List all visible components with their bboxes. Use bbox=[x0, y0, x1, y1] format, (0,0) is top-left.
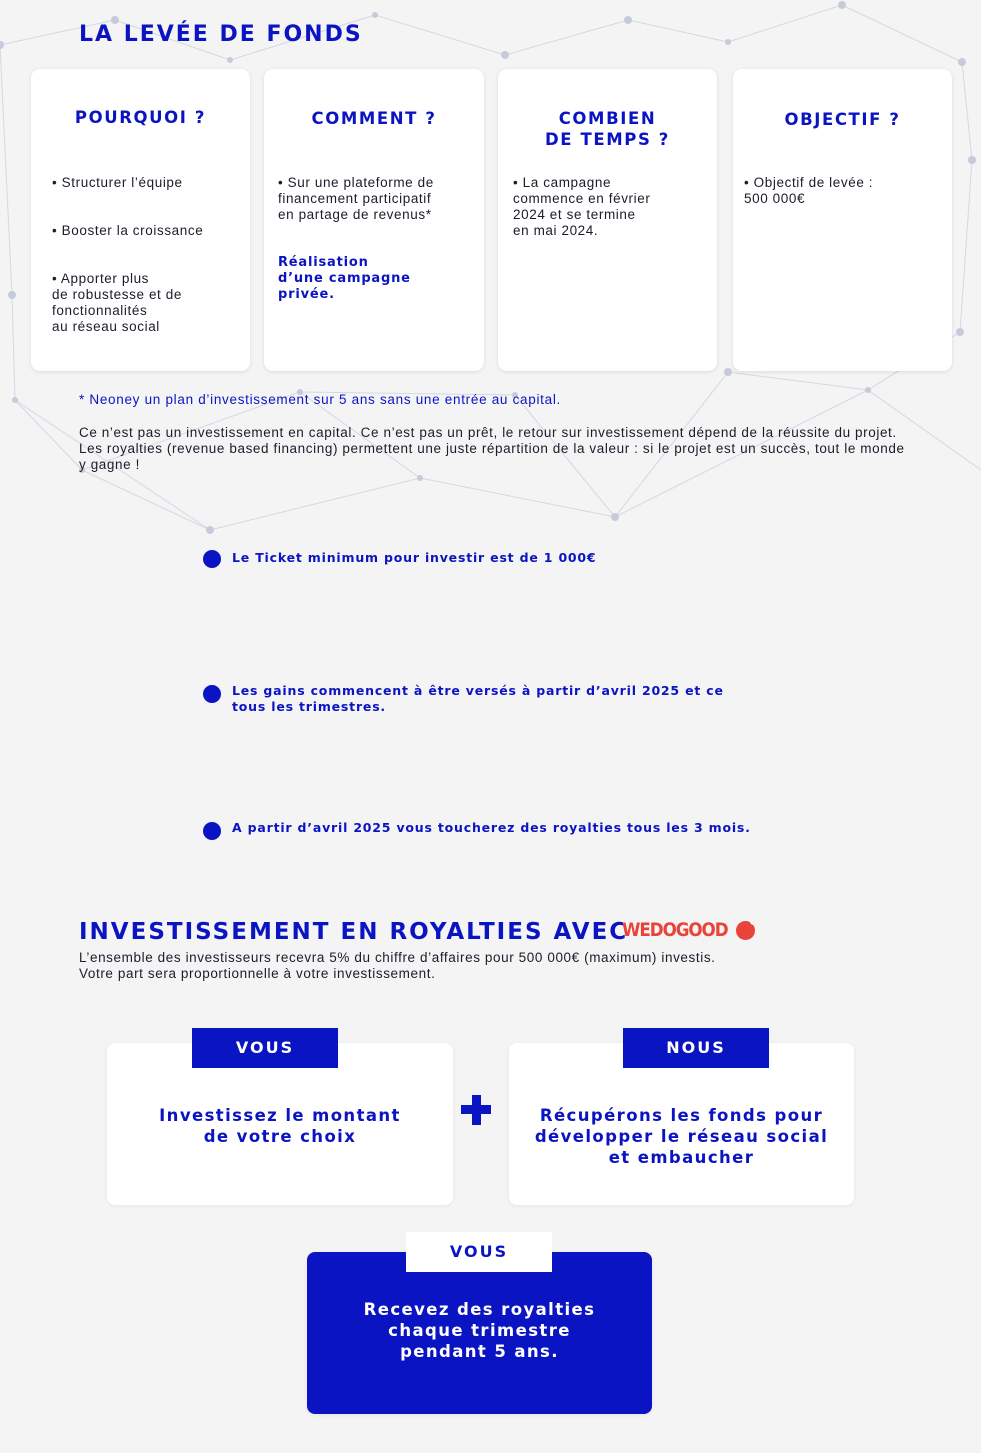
card-item: • Sur une plateforme de financement participatif en partage de revenus* bbox=[278, 175, 434, 222]
logo-icon bbox=[736, 921, 755, 940]
box-text: Investissez le montant de votre choix bbox=[159, 1106, 401, 1146]
box-text: Récupérons les fonds pour développer le réseau social et embaucher bbox=[534, 1106, 829, 1167]
card-title: COMBIEN DE TEMPS ? bbox=[545, 109, 670, 149]
plus-icon bbox=[461, 1092, 497, 1128]
card-body bbox=[278, 159, 482, 319]
card-title: POURQUOI ? bbox=[74, 108, 207, 127]
section-description bbox=[79, 950, 716, 982]
section-title: INVESTISSEMENT EN ROYALTIES AVEC bbox=[79, 919, 629, 945]
footnote: * Neoney un plan d’investissement sur 5 ans sans une entrée au capital. bbox=[79, 392, 561, 407]
box-text: Recevez des royalties chaque trimestre pendant 5 ans. bbox=[363, 1300, 596, 1361]
bullet-dot-icon bbox=[203, 822, 221, 840]
wedogood-logo bbox=[622, 916, 755, 944]
description-line: Votre part sera proportionnelle à votre investissement. bbox=[79, 966, 436, 981]
bullet-ticket-minimum: Le Ticket minimum pour investir est de 1 000€ bbox=[232, 550, 597, 565]
card-body bbox=[513, 159, 713, 271]
description-line: L’ensemble des investisseurs recevra 5% du chiffre d’affaires pour 500 000€ (maximum) investis. bbox=[79, 950, 716, 965]
card-pourquoi bbox=[31, 69, 250, 371]
explanation-paragraph: Ce n’est pas un investissement en capital. Ce n’est pas un prêt, le retour sur investissement dépend de la réussite du projet. Les royalties (revenue based financing) permettent une juste répartition de la valeur : si le projet est un succès, tout le monde y gagne ! bbox=[79, 425, 905, 472]
card-item: • Structurer l’équipe bbox=[52, 175, 183, 190]
card-item: • La campagne commence en février 2024 et se termine en mai 2024. bbox=[513, 175, 651, 238]
box-vous-royalties bbox=[307, 1252, 652, 1414]
bullet-dot-icon bbox=[203, 685, 221, 703]
card-comment bbox=[264, 69, 484, 371]
bullet-gains: Les gains commencent à être versés à partir d’avril 2025 et ce tous les trimestres. bbox=[232, 683, 724, 714]
logo-text: WEDOGOOD bbox=[622, 919, 728, 941]
card-item: • Apporter plus de robustesse et de fonctionnalités au réseau social bbox=[52, 271, 182, 334]
card-item: • Booster la croissance bbox=[52, 223, 204, 238]
tag-vous: VOUS bbox=[192, 1028, 338, 1068]
bullet-dot-icon bbox=[203, 550, 221, 568]
card-title: COMMENT ? bbox=[311, 109, 437, 128]
card-title: OBJECTIF ? bbox=[784, 110, 901, 129]
page-title: LA LEVÉE DE FONDS bbox=[79, 22, 363, 47]
tag-nous: NOUS bbox=[623, 1028, 769, 1068]
card-objectif bbox=[733, 69, 952, 371]
card-combien-de-temps bbox=[498, 69, 717, 371]
card-body bbox=[52, 159, 247, 367]
card-highlight: Réalisation d’une campagne privée. bbox=[278, 255, 411, 302]
card-item: • Objectif de levée : 500 000€ bbox=[744, 175, 874, 206]
tag-vous-bottom: VOUS bbox=[406, 1232, 552, 1272]
bullet-royalties: A partir d’avril 2025 vous toucherez des royalties tous les 3 mois. bbox=[232, 820, 751, 835]
card-body bbox=[744, 159, 944, 239]
